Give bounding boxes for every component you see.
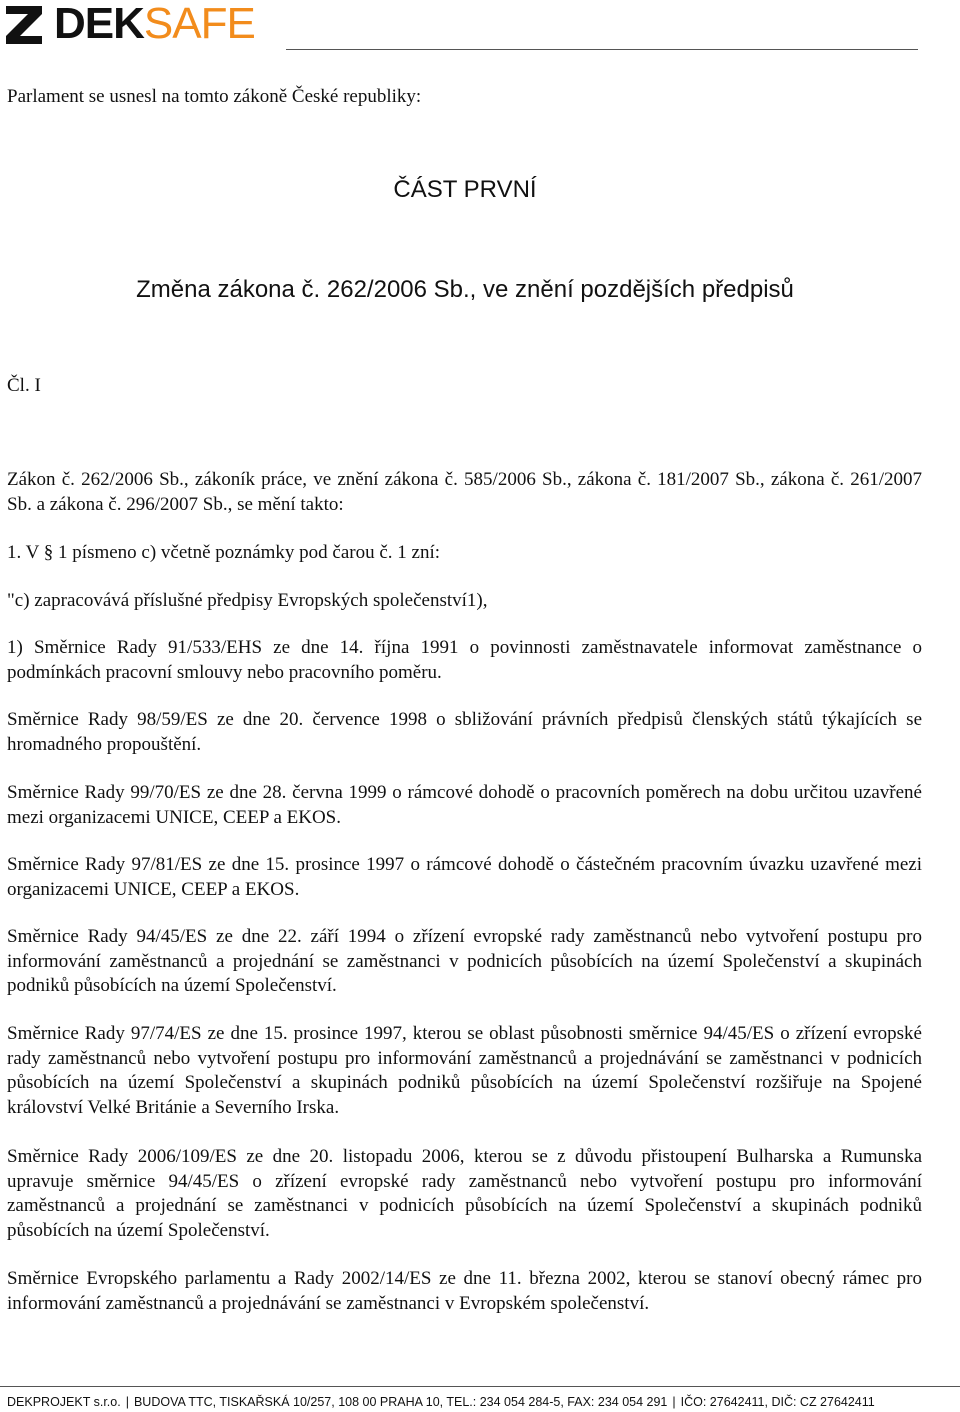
logo-dek-text: DEK — [54, 0, 144, 48]
paragraph-directive-98-59: Směrnice Rady 98/59/ES ze dne 20. července 1998 o sbližování právních předpisů členských států týkajících se hromadného propouštění. — [7, 709, 922, 755]
part-subtitle: Změna zákona č. 262/2006 Sb., ve znění pozdějších předpisů — [136, 276, 794, 303]
dekSafe-logo — [6, 2, 255, 46]
article-heading: Čl. I — [7, 375, 41, 396]
footer-divider — [0, 1386, 960, 1387]
part-title: ČÁST PRVNÍ — [393, 176, 537, 203]
paragraph-directive-94-45: Směrnice Rady 94/45/ES ze dne 22. září 1994 o zřízení evropské rady zaměstnanců nebo vytvoření postupu pro informování zaměstnanců a projednání se zaměstnanci v podnicích působících na území Společenství a skupinách podniků působících na území Společenství. — [7, 926, 922, 996]
document-header — [0, 0, 960, 52]
paragraph-directive-97-81: Směrnice Rady 97/81/ES ze dne 15. prosince 1997 o rámcové dohodě o částečném pracovním úvazku uzavřené mezi organizacemi UNICE, CEEP a EKOS. — [7, 854, 922, 900]
paragraph-letter-c: "c) zapracovává příslušné předpisy Evropských společenství1), — [7, 590, 488, 611]
paragraph-directive-2002-14: Směrnice Evropského parlamentu a Rady 2002/14/ES ze dne 11. března 2002, kterou se stanoví obecný rámec pro informování zaměstnanců a projednávání se zaměstnanci v Evropském společenství. — [7, 1268, 922, 1314]
footer-ids: IČO: 27642411, DIČ: CZ 27642411 — [680, 1395, 875, 1409]
footer-separator: | — [125, 1395, 129, 1409]
footer-address: BUDOVA TTC, TISKAŘSKÁ 10/257, 108 00 PRAHA 10, TEL.: 234 054 284-5, FAX: 234 054 291 — [133, 1395, 668, 1409]
enactment-clause: Parlament se usnesl na tomto zákoně České republiky: — [7, 86, 422, 107]
document-footer — [7, 1395, 875, 1409]
footer-company: DEKPROJEKT s.r.o. — [7, 1395, 121, 1409]
paragraph-directive-91-533: 1) Směrnice Rady 91/533/EHS ze dne 14. října 1991 o povinnosti zaměstnavatele informovat zaměstnance o podmínkách pracovní smlouvy nebo pracovního poměru. — [7, 637, 922, 683]
dek-slash-mark-icon — [6, 4, 50, 44]
paragraph-directive-97-74: Směrnice Rady 97/74/ES ze dne 15. prosince 1997, kterou se oblast působnosti směrnice 94/45/ES o zřízení evropské rady zaměstnanců nebo vytvoření postupu pro informování zaměstnanců a projednávání se zaměstnanci v podnicích působících na území Společenství a skupinách podniků působících na území Společenství rozšiřuje na Spojené království Velké Británie a Severního Irska. — [7, 1023, 922, 1118]
paragraph-directive-2006-109: Směrnice Rady 2006/109/ES ze dne 20. listopadu 2006, kterou se z důvodu přistoupení Bulharska a Rumunska upravuje směrnice 94/45/ES o zřízení evropské rady zaměstnanců nebo vytvoření postupu pro informování zaměstnanců a projednání se zaměstnanci v podnicích působících na území Společenství a skupinách podniků působících na území Společenství. — [7, 1146, 922, 1241]
logo-wordmark — [54, 2, 255, 46]
paragraph-point-1: 1. V § 1 písmeno c) včetně poznámky pod čarou č. 1 zní: — [7, 542, 441, 563]
paragraph-amended-law: Zákon č. 262/2006 Sb., zákoník práce, ve znění zákona č. 585/2006 Sb., zákona č. 181/2007 Sb., zákona č. 261/2007 Sb. a zákona č. 296/2007 Sb., se mění takto: — [7, 469, 922, 515]
header-divider — [286, 49, 918, 50]
footer-separator: | — [672, 1395, 676, 1409]
paragraph-directive-99-70: Směrnice Rady 99/70/ES ze dne 28. června 1999 o rámcové dohodě o pracovních poměrech na dobu určitou uzavřené mezi organizacemi UNICE, CEEP a EKOS. — [7, 782, 922, 828]
logo-safe-text: SAFE — [143, 0, 255, 48]
